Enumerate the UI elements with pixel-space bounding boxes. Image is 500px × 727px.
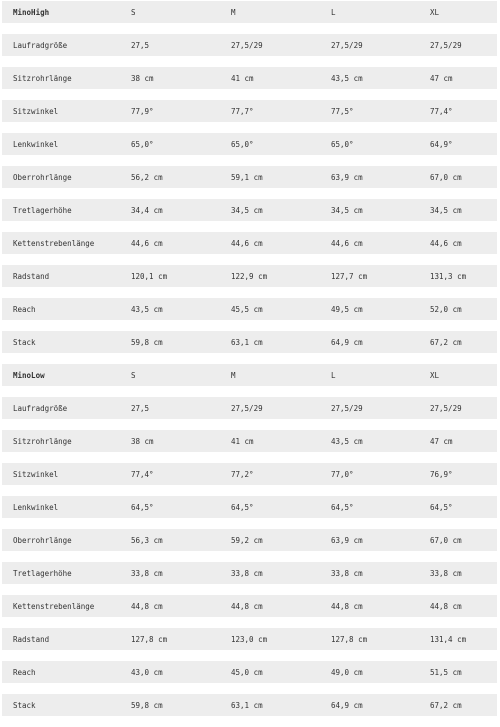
value-s: 44,6 cm	[131, 238, 163, 248]
value-m: 44,6 cm	[231, 238, 263, 248]
value-l: 34,5 cm	[331, 205, 363, 215]
value-xl: 44,6 cm	[430, 238, 462, 248]
value-m: 27,5/29	[231, 403, 263, 413]
table-row	[2, 694, 497, 716]
value-s: 65,0°	[131, 139, 154, 149]
value-s: 27,5	[131, 403, 150, 413]
value-xl: 64,5°	[430, 502, 453, 512]
value-s: 59,8 cm	[131, 700, 163, 710]
value-l: 63,9 cm	[331, 535, 363, 545]
row-label: Sitzrohrlänge	[13, 73, 72, 83]
value-l: 63,9 cm	[331, 172, 363, 182]
value-xl: 67,2 cm	[430, 700, 462, 710]
value-xl: 27,5/29	[430, 403, 462, 413]
value-xl: 131,3 cm	[430, 271, 467, 281]
value-s: 27,5	[131, 40, 150, 50]
value-s: 77,4°	[131, 469, 154, 479]
value-s: 59,8 cm	[131, 337, 163, 347]
value-l: 77,0°	[331, 469, 354, 479]
row-label: Laufradgröße	[13, 403, 68, 413]
row-label: Radstand	[13, 271, 50, 281]
value-s: 38 cm	[131, 73, 154, 83]
row-label: Stack	[13, 700, 36, 710]
table-row	[2, 265, 497, 287]
row-label: Oberrohrlänge	[13, 172, 72, 182]
value-s: 64,5°	[131, 502, 154, 512]
size-s-header: S	[131, 7, 136, 17]
value-l: 49,0 cm	[331, 667, 363, 677]
size-xl-header: XL	[430, 370, 440, 380]
value-xl: 52,0 cm	[430, 304, 462, 314]
value-s: 120,1 cm	[131, 271, 168, 281]
size-m-header: M	[231, 7, 236, 17]
value-s: 33,8 cm	[131, 568, 163, 578]
table-row	[2, 430, 497, 452]
row-label: Lenkwinkel	[13, 139, 59, 149]
value-xl: 67,0 cm	[430, 172, 462, 182]
row-label: Oberrohrlänge	[13, 535, 72, 545]
size-l-header: L	[331, 370, 336, 380]
value-l: 27,5/29	[331, 40, 363, 50]
table-row	[2, 529, 497, 551]
value-xl: 67,2 cm	[430, 337, 462, 347]
value-m: 65,0°	[231, 139, 254, 149]
value-l: 44,8 cm	[331, 601, 363, 611]
geometry-table	[2, 1, 497, 727]
table-row	[2, 595, 497, 617]
value-s: 56,2 cm	[131, 172, 163, 182]
row-label: Tretlagerhöhe	[13, 205, 72, 215]
value-s: 56,3 cm	[131, 535, 163, 545]
row-label: Laufradgröße	[13, 40, 68, 50]
section-header-minolow	[2, 364, 497, 386]
value-m: 122,9 cm	[231, 271, 268, 281]
value-xl: 44,8 cm	[430, 601, 462, 611]
value-m: 34,5 cm	[231, 205, 263, 215]
table-row	[2, 199, 497, 221]
table-row	[2, 628, 497, 650]
row-label: Sitzwinkel	[13, 106, 59, 116]
value-l: 49,5 cm	[331, 304, 363, 314]
value-m: 45,5 cm	[231, 304, 263, 314]
value-l: 127,8 cm	[331, 634, 368, 644]
section-header-minohigh	[2, 1, 497, 23]
table-row	[2, 67, 497, 89]
value-xl: 47 cm	[430, 73, 453, 83]
value-xl: 47 cm	[430, 436, 453, 446]
value-l: 33,8 cm	[331, 568, 363, 578]
row-label: Stack	[13, 337, 36, 347]
value-m: 123,0 cm	[231, 634, 268, 644]
table-row	[2, 232, 497, 254]
value-m: 59,1 cm	[231, 172, 263, 182]
size-xl-header: XL	[430, 7, 440, 17]
value-m: 77,7°	[231, 106, 254, 116]
table-row	[2, 661, 497, 683]
value-xl: 33,8 cm	[430, 568, 462, 578]
value-xl: 67,0 cm	[430, 535, 462, 545]
value-m: 77,2°	[231, 469, 254, 479]
value-s: 34,4 cm	[131, 205, 163, 215]
value-m: 59,2 cm	[231, 535, 263, 545]
row-label: Reach	[13, 304, 36, 314]
value-m: 33,8 cm	[231, 568, 263, 578]
model-name: MinoLow	[13, 370, 45, 380]
value-xl: 51,5 cm	[430, 667, 462, 677]
size-m-header: M	[231, 370, 236, 380]
table-row	[2, 166, 497, 188]
value-m: 63,1 cm	[231, 337, 263, 347]
value-l: 64,5°	[331, 502, 354, 512]
value-l: 43,5 cm	[331, 73, 363, 83]
value-l: 43,5 cm	[331, 436, 363, 446]
table-row	[2, 331, 497, 353]
value-l: 77,5°	[331, 106, 354, 116]
value-xl: 64,9°	[430, 139, 453, 149]
row-label: Sitzwinkel	[13, 469, 59, 479]
size-s-header: S	[131, 370, 136, 380]
value-l: 44,6 cm	[331, 238, 363, 248]
row-label: Tretlagerhöhe	[13, 568, 72, 578]
value-m: 45,0 cm	[231, 667, 263, 677]
row-label: Reach	[13, 667, 36, 677]
value-s: 44,8 cm	[131, 601, 163, 611]
row-label: Sitzrohrlänge	[13, 436, 72, 446]
value-m: 41 cm	[231, 436, 254, 446]
size-l-header: L	[331, 7, 336, 17]
table-row	[2, 34, 497, 56]
value-l: 65,0°	[331, 139, 354, 149]
row-label: Kettenstrebenlänge	[13, 601, 95, 611]
value-s: 43,0 cm	[131, 667, 163, 677]
value-xl: 131,4 cm	[430, 634, 467, 644]
value-m: 64,5°	[231, 502, 254, 512]
row-label: Kettenstrebenlänge	[13, 238, 95, 248]
table-row	[2, 397, 497, 419]
value-l: 64,9 cm	[331, 700, 363, 710]
value-m: 27,5/29	[231, 40, 263, 50]
value-s: 43,5 cm	[131, 304, 163, 314]
table-row	[2, 133, 497, 155]
value-s: 77,9°	[131, 106, 154, 116]
value-m: 44,8 cm	[231, 601, 263, 611]
table-row	[2, 562, 497, 584]
table-row	[2, 496, 497, 518]
value-l: 127,7 cm	[331, 271, 368, 281]
table-row	[2, 100, 497, 122]
table-row	[2, 463, 497, 485]
row-label: Radstand	[13, 634, 50, 644]
row-label: Lenkwinkel	[13, 502, 59, 512]
value-m: 41 cm	[231, 73, 254, 83]
model-name: MinoHigh	[13, 7, 50, 17]
value-s: 38 cm	[131, 436, 154, 446]
value-xl: 76,9°	[430, 469, 453, 479]
value-xl: 27,5/29	[430, 40, 462, 50]
value-s: 127,8 cm	[131, 634, 168, 644]
value-xl: 77,4°	[430, 106, 453, 116]
value-xl: 34,5 cm	[430, 205, 462, 215]
value-l: 27,5/29	[331, 403, 363, 413]
value-m: 63,1 cm	[231, 700, 263, 710]
table-row	[2, 298, 497, 320]
value-l: 64,9 cm	[331, 337, 363, 347]
